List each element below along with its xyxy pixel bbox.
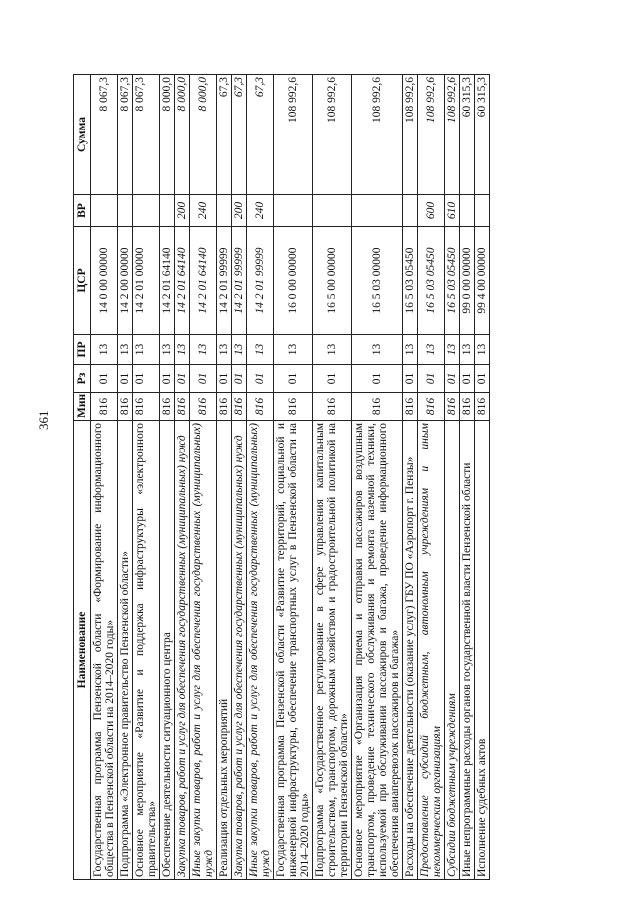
cell-min: 816 — [475, 393, 490, 421]
cell-min: 816 — [175, 393, 190, 421]
cell-csr: 16 5 03 05450 — [418, 227, 445, 335]
cell-pr: 13 — [175, 335, 190, 365]
table-row — [313, 75, 352, 880]
cell-pr: 13 — [313, 335, 352, 365]
cell-rz: 01 — [232, 365, 247, 393]
cell-name: Основное мероприятие «Организация приема и отправки пассажиров воздушным транспортом, проведение технического обслуживания и ремонта наземной техники, используемой при обслуживании пассажиров и багажа, проведение информационного обеспечения авиаперевозок пассажиров и багажа» — [352, 421, 403, 880]
table-row — [403, 75, 418, 880]
cell-sum: 108 992,6 — [313, 75, 352, 195]
cell-pr: 13 — [403, 335, 418, 365]
cell-pr: 13 — [133, 335, 160, 365]
cell-sum: 60 315,3 — [475, 75, 490, 195]
header-pr: ПР — [74, 335, 91, 365]
cell-sum: 67,3 — [217, 75, 232, 195]
cell-rz: 01 — [133, 365, 160, 393]
cell-csr: 14 2 01 64140 — [175, 227, 190, 335]
cell-name: Иные закупки товаров, работ и услуг для обеспечения государственных (муниципальных) нужд — [247, 421, 274, 880]
cell-csr: 14 2 01 99999 — [247, 227, 274, 335]
cell-vr — [460, 195, 475, 227]
table-row — [247, 75, 274, 880]
cell-sum: 108 992,6 — [403, 75, 418, 195]
cell-name: Подпрограмма «Государственное регулирование в сфере управления капитальным строительством, транспортом, дорожным хозяйством и градостроительной политикой на территории Пензенской области» — [313, 421, 352, 880]
cell-pr: 13 — [247, 335, 274, 365]
cell-pr: 13 — [274, 335, 313, 365]
cell-csr: 16 5 03 05450 — [445, 227, 460, 335]
cell-csr: 16 5 03 00000 — [352, 227, 403, 335]
cell-pr: 13 — [352, 335, 403, 365]
cell-vr — [274, 195, 313, 227]
cell-csr: 14 2 01 99999 — [232, 227, 247, 335]
cell-csr: 14 2 01 99999 — [217, 227, 232, 335]
header-rz: Рз — [74, 365, 91, 393]
cell-name: Закупка товаров, работ и услуг для обеспечения государственных (муниципальных) нужд — [175, 421, 190, 880]
cell-vr — [403, 195, 418, 227]
cell-name: Обеспечение деятельности ситуационного центра — [160, 421, 175, 880]
cell-min: 816 — [418, 393, 445, 421]
cell-rz: 01 — [160, 365, 175, 393]
header-name: Наименование — [74, 421, 91, 880]
cell-csr: 14 2 00 00000 — [118, 227, 133, 335]
cell-name: Государственная программа Пензенской области «Развитие территорий, социальной и инженерной инфраструктуры, обеспечение транспортных услуг в Пензенской области на 2014–2020 годы» — [274, 421, 313, 880]
cell-vr: 200 — [175, 195, 190, 227]
cell-pr: 13 — [217, 335, 232, 365]
cell-csr: 16 5 03 05450 — [403, 227, 418, 335]
cell-vr — [475, 195, 490, 227]
cell-csr: 14 0 00 00000 — [91, 227, 118, 335]
cell-rz: 01 — [217, 365, 232, 393]
table-row — [232, 75, 247, 880]
cell-sum: 108 992,6 — [352, 75, 403, 195]
cell-csr: 14 2 01 00000 — [133, 227, 160, 335]
cell-vr — [160, 195, 175, 227]
cell-min: 816 — [133, 393, 160, 421]
cell-min: 816 — [232, 393, 247, 421]
cell-name: Предоставление субсидий бюджетным, автономным учреждениям и иным некоммерческим организациям — [418, 421, 445, 880]
cell-sum: 8 000,0 — [160, 75, 175, 195]
cell-pr: 13 — [475, 335, 490, 365]
budget-table — [73, 74, 490, 880]
cell-min: 816 — [217, 393, 232, 421]
header-vr: ВР — [74, 195, 91, 227]
cell-sum: 108 992,6 — [274, 75, 313, 195]
cell-sum: 108 992,6 — [418, 75, 445, 195]
cell-rz: 01 — [460, 365, 475, 393]
table-row — [445, 75, 460, 880]
cell-name: Исполнение судебных актов — [475, 421, 490, 880]
cell-pr: 13 — [190, 335, 217, 365]
cell-name: Иные закупки товаров, работ и услуг для обеспечения государственных (муниципальных) нужд — [190, 421, 217, 880]
cell-rz: 01 — [475, 365, 490, 393]
cell-sum: 67,3 — [232, 75, 247, 195]
cell-csr: 16 0 00 00000 — [274, 227, 313, 335]
cell-vr: 600 — [418, 195, 445, 227]
cell-vr: 240 — [190, 195, 217, 227]
cell-rz: 01 — [118, 365, 133, 393]
cell-name: Закупка товаров, работ и услуг для обеспечения государственных (муниципальных) нужд — [232, 421, 247, 880]
table-row — [133, 75, 160, 880]
cell-pr: 13 — [160, 335, 175, 365]
cell-min: 816 — [445, 393, 460, 421]
cell-pr: 13 — [418, 335, 445, 365]
header-min: Мин — [74, 393, 91, 421]
table-header-row — [74, 75, 91, 880]
cell-csr: 16 5 00 00000 — [313, 227, 352, 335]
cell-name: Расходы на обеспечение деятельности (оказание услуг) ГБУ ПО «Аэропорт г. Пензы» — [403, 421, 418, 880]
cell-rz: 01 — [175, 365, 190, 393]
cell-rz: 01 — [247, 365, 274, 393]
cell-rz: 01 — [403, 365, 418, 393]
cell-name: Реализация отдельных мероприятий — [217, 421, 232, 880]
cell-sum: 67,3 — [247, 75, 274, 195]
cell-min: 816 — [190, 393, 217, 421]
table-row — [175, 75, 190, 880]
rotated-page — [73, 75, 490, 880]
cell-vr — [217, 195, 232, 227]
table-row — [160, 75, 175, 880]
cell-min: 816 — [247, 393, 274, 421]
cell-rz: 01 — [274, 365, 313, 393]
cell-min: 816 — [313, 393, 352, 421]
header-csr: ЦСР — [74, 227, 91, 335]
cell-csr: 99 0 00 00000 — [460, 227, 475, 335]
table-row — [118, 75, 133, 880]
cell-vr: 200 — [232, 195, 247, 227]
cell-pr: 13 — [445, 335, 460, 365]
cell-min: 816 — [460, 393, 475, 421]
cell-vr — [352, 195, 403, 227]
cell-name: Подпрограмма «Электронное правительство Пензенской области» — [118, 421, 133, 880]
cell-sum: 60 315,3 — [460, 75, 475, 195]
cell-vr — [91, 195, 118, 227]
cell-rz: 01 — [190, 365, 217, 393]
cell-sum: 8 067,3 — [133, 75, 160, 195]
cell-vr — [133, 195, 160, 227]
page-number: 361 — [36, 410, 51, 430]
table-row — [475, 75, 490, 880]
table-row — [217, 75, 232, 880]
cell-pr: 13 — [91, 335, 118, 365]
cell-min: 816 — [403, 393, 418, 421]
cell-sum: 8 000,0 — [190, 75, 217, 195]
cell-rz: 01 — [313, 365, 352, 393]
table-row — [352, 75, 403, 880]
cell-name: Иные непрограммные расходы органов государственной власти Пензенской области — [460, 421, 475, 880]
header-sum: Сумма — [74, 75, 91, 195]
cell-min: 816 — [274, 393, 313, 421]
table-row — [418, 75, 445, 880]
cell-min: 816 — [118, 393, 133, 421]
cell-csr: 14 2 01 64140 — [160, 227, 175, 335]
cell-pr: 13 — [460, 335, 475, 365]
cell-min: 816 — [160, 393, 175, 421]
cell-min: 816 — [91, 393, 118, 421]
cell-vr — [118, 195, 133, 227]
cell-sum: 8 000,0 — [175, 75, 190, 195]
cell-rz: 01 — [352, 365, 403, 393]
cell-sum: 108 992,6 — [445, 75, 460, 195]
table-row — [91, 75, 118, 880]
cell-vr: 610 — [445, 195, 460, 227]
cell-rz: 01 — [445, 365, 460, 393]
table-row — [460, 75, 475, 880]
cell-vr: 240 — [247, 195, 274, 227]
cell-rz: 01 — [418, 365, 445, 393]
cell-pr: 13 — [232, 335, 247, 365]
cell-name: Субсидии бюджетным учреждениям — [445, 421, 460, 880]
table-row — [274, 75, 313, 880]
table-row — [190, 75, 217, 880]
cell-rz: 01 — [91, 365, 118, 393]
cell-sum: 8 067,3 — [91, 75, 118, 195]
cell-name: Основное мероприятие «Развитие и поддержка инфраструктуры «электронного правительства» — [133, 421, 160, 880]
cell-vr — [313, 195, 352, 227]
cell-name: Государственная программа Пензенской области «Формирование информационного общества в Пензенской области на 2014–2020 годы» — [91, 421, 118, 880]
cell-csr: 99 4 00 00000 — [475, 227, 490, 335]
cell-min: 816 — [352, 393, 403, 421]
cell-pr: 13 — [118, 335, 133, 365]
cell-sum: 8 067,3 — [118, 75, 133, 195]
cell-csr: 14 2 01 64140 — [190, 227, 217, 335]
